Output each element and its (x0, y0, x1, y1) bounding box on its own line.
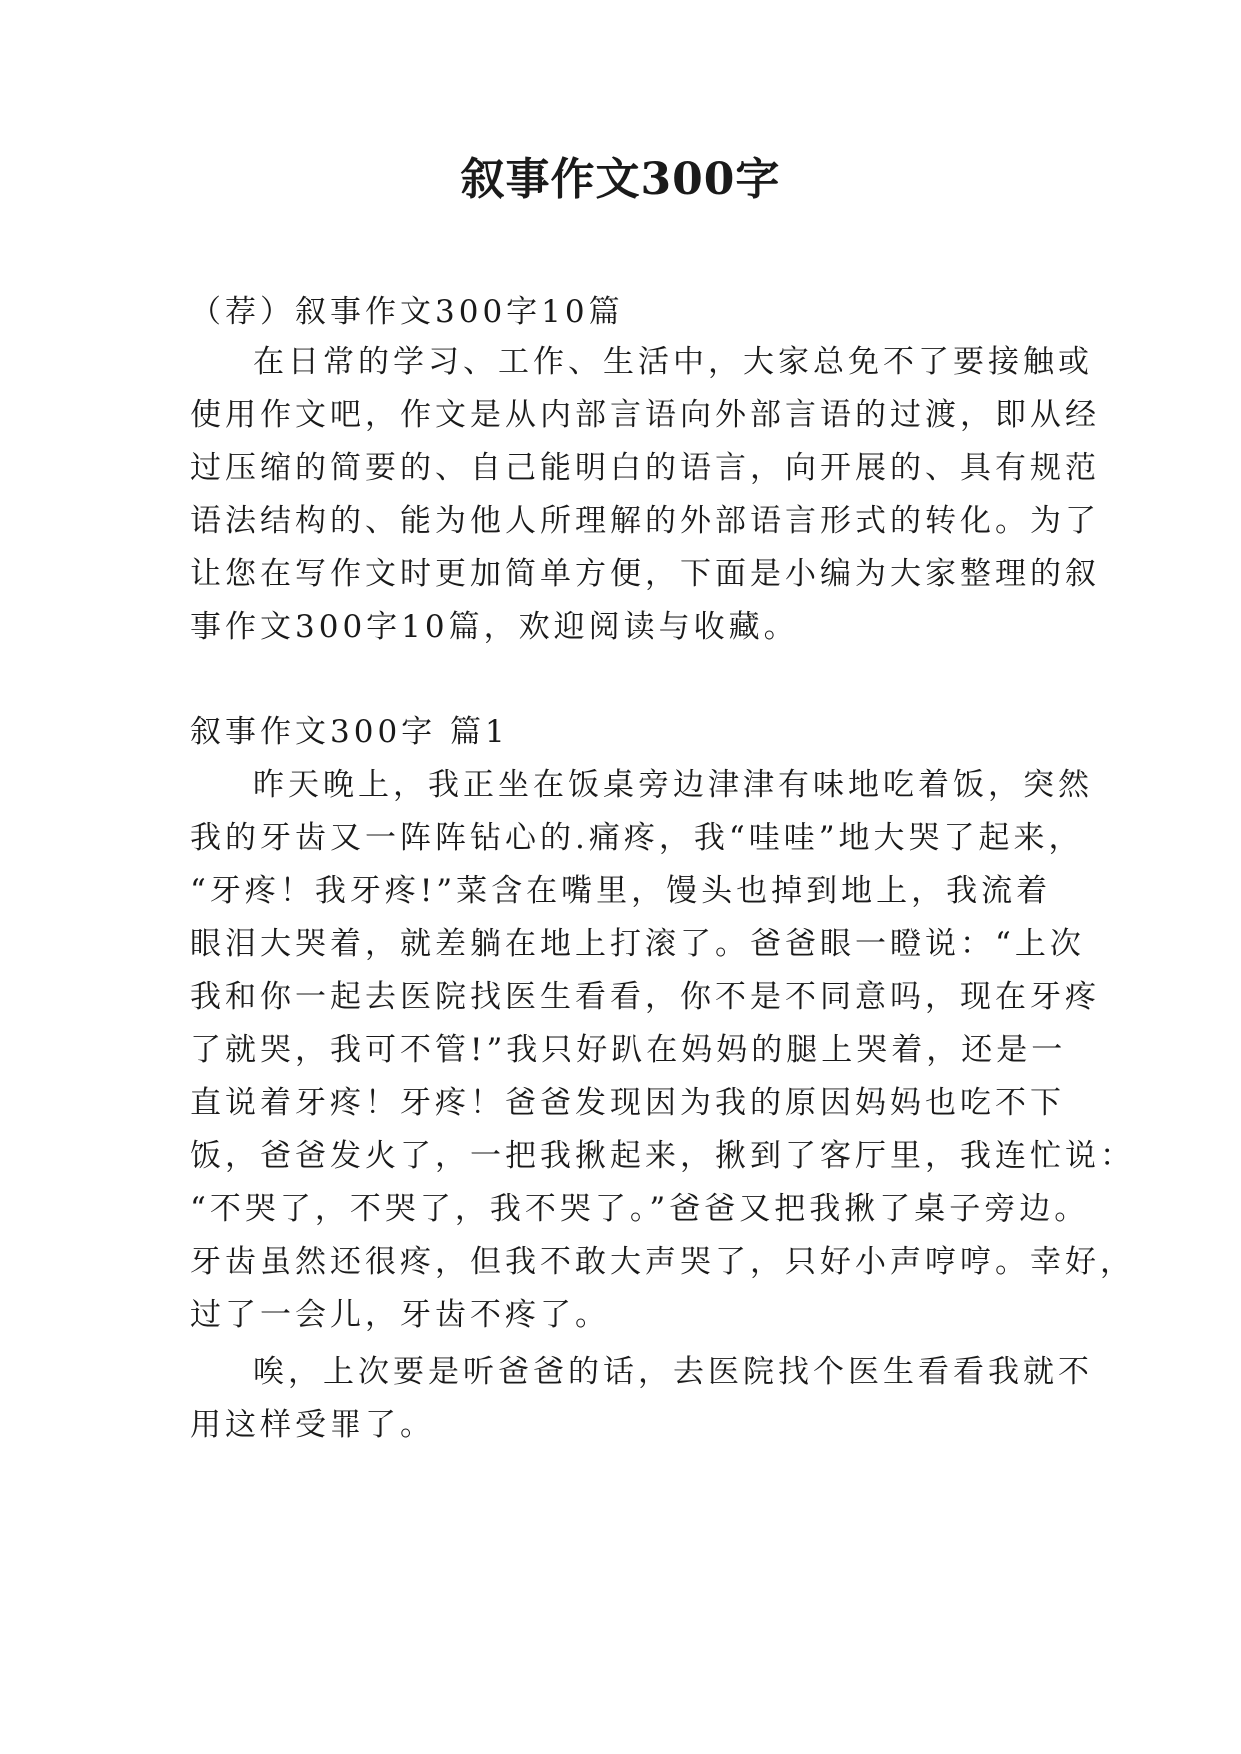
intro-line: 事作文300字10篇，欢迎阅读与收藏。 (190, 609, 799, 645)
body-line: 眼泪大哭着，就差躺在地上打滚了。爸爸眼一瞪说：“上次 (190, 926, 1085, 962)
body-line: 了就哭，我可不管!”我只好趴在妈妈的腿上哭着，还是一 (190, 1032, 1067, 1068)
intro-line: 过压缩的简要的、自己能明白的语言，向开展的、具有规范 (190, 450, 1100, 486)
body-line: 我和你一起去医院找医生看看，你不是不同意吗，现在牙疼 (190, 979, 1100, 1015)
body-line: 牙齿虽然还很疼，但我不敢大声哭了，只好小声哼哼。幸好， (190, 1244, 1135, 1280)
body-line: 过了一会儿，牙齿不疼了。 (190, 1297, 610, 1333)
section-heading: 叙事作文300字 篇1 (190, 714, 509, 750)
body-line: 饭，爸爸发火了，一把我揪起来，揪到了客厅里，我连忙说： (190, 1138, 1135, 1174)
document-subtitle: （荐）叙事作文300字10篇 (190, 294, 624, 330)
intro-line: 语法结构的、能为他人所理解的外部语言形式的转化。为了 (190, 503, 1100, 539)
closing-line: 唉，上次要是听爸爸的话，去医院找个医生看看我就不 (253, 1354, 1093, 1390)
body-line: 我的牙齿又一阵阵钻心的.痛疼，我“哇哇”地大哭了起来， (190, 820, 1084, 856)
intro-line: 在日常的学习、工作、生活中，大家总免不了要接触或 (253, 344, 1093, 380)
intro-line: 使用作文吧，作文是从内部言语向外部言语的过渡，即从经 (190, 397, 1100, 433)
document-title: 叙事作文300字 (460, 154, 781, 205)
intro-line: 让您在写作文时更加简单方便，下面是小编为大家整理的叙 (190, 556, 1100, 592)
body-line: “不哭了，不哭了，我不哭了。”爸爸又把我揪了桌子旁边。 (190, 1191, 1090, 1227)
body-line: 直说着牙疼！牙疼！爸爸发现因为我的原因妈妈也吃不下 (190, 1085, 1065, 1121)
closing-line: 用这样受罪了。 (190, 1407, 435, 1443)
body-line: 昨天晚上，我正坐在饭桌旁边津津有味地吃着饭，突然 (253, 767, 1093, 803)
body-line: “牙疼！我牙疼!”菜含在嘴里，馒头也掉到地上，我流着 (190, 873, 1052, 909)
